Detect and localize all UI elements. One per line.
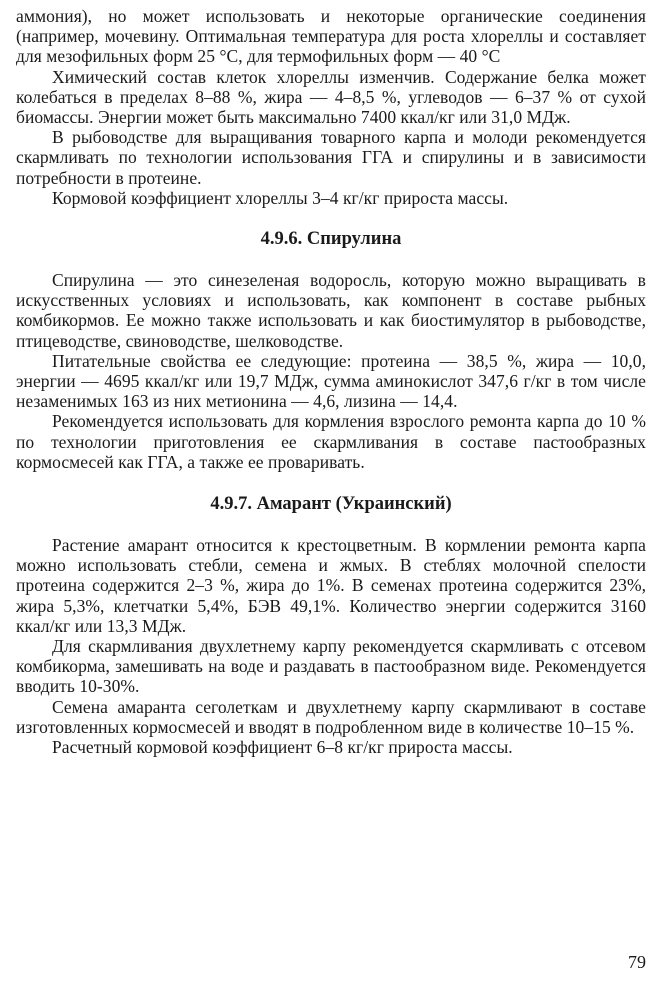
section-heading-spirulina: 4.9.6. Спирулина — [260, 229, 402, 250]
paragraph-spirulina-recommendation: Рекомендуется использовать для кормления взрослого ремонта карпа до 10 % по технологии приготовления ее скармливания в составе пастообразных кормосмесей как ГГА, а также ее проваривать. — [16, 411, 646, 472]
paragraph-spirulina-nutrition: Питательные свойства ее следующие: протеина — 38,5 %, жира — 10,0, энергии — 4695 ккал/кг или 19,7 МДж, сумма аминокислот 347,6 г/кг в том числе незаменимых 163 из них метионина — 4,6, лизина — 14,4. — [16, 350, 646, 412]
paragraph-spirulina-intro: Спирулина — это синезеленая водоросль, которую можно выращивать в искусственных условиях и использовать, как компонент в составе рыбных комбикормов. Ее можно также использовать и как биостимулятор в рыбоводстве, птицеводстве, свиноводстве, шелководстве. — [16, 270, 646, 351]
paragraph-continuation: аммония), но может использовать и некоторые органические соединения (например, мочевину. Оптимальная температура для роста хлореллы и составляет для мезофильных форм 25 °С, для термофильных форм — 40 °С — [16, 6, 646, 67]
paragraph-amaranth-intro: Растение амарант относится к крестоцветным. В кормлении ремонта карпа можно использовать стебли, семена и жмых. В стеблях молочной спелости протеина содержится 2–3 %, жира до 1%. В семенах протеина содержится 23%, жира 5,3%, клетчатки 5,4%, БЭВ 49,1%. Количество энергии содержится 3160 ккал/кг или 13,3 МДж. — [16, 535, 646, 636]
paragraph-chlorella-coefficient: Кормовой коэффициент хлореллы 3–4 кг/кг прироста массы. — [52, 187, 509, 208]
paragraph-amaranth-coefficient: Расчетный кормовой коэффициент 6–8 кг/кг прироста массы. — [52, 737, 513, 758]
section-heading-amaranth: 4.9.7. Амарант (Украинский) — [210, 494, 452, 515]
paragraph-chlorella-composition: Химический состав клеток хлореллы изменчив. Содержание белка может колебаться в пределах 8–88 %, жира — 4–8,5 %, углеводов — 6–37 % от сухой биомассы. Энергии может быть максимально 7400 ккал/кг или 31,0 МДж. — [16, 66, 646, 128]
page-number: 79 — [628, 952, 646, 972]
paragraph-amaranth-feeding: Для скармливания двухлетнему карпу рекомендуется скармливать с отсевом комбикорма, замешивать на воде и раздавать в пастообразном виде. Рекомендуется вводить 10-30%. — [16, 636, 646, 697]
paragraph-amaranth-seeds: Семена амаранта сеголеткам и двухлетнему карпу скармливают в составе изготовленных кормосмесей и вводят в подробленном виде в количестве 10–15 %. — [16, 696, 646, 737]
paragraph-chlorella-use: В рыбоводстве для выращивания товарного карпа и молоди рекомендуется скармливать по технологии использования ГГА и спирулины и в зависимости потребности в протеине. — [16, 127, 646, 188]
